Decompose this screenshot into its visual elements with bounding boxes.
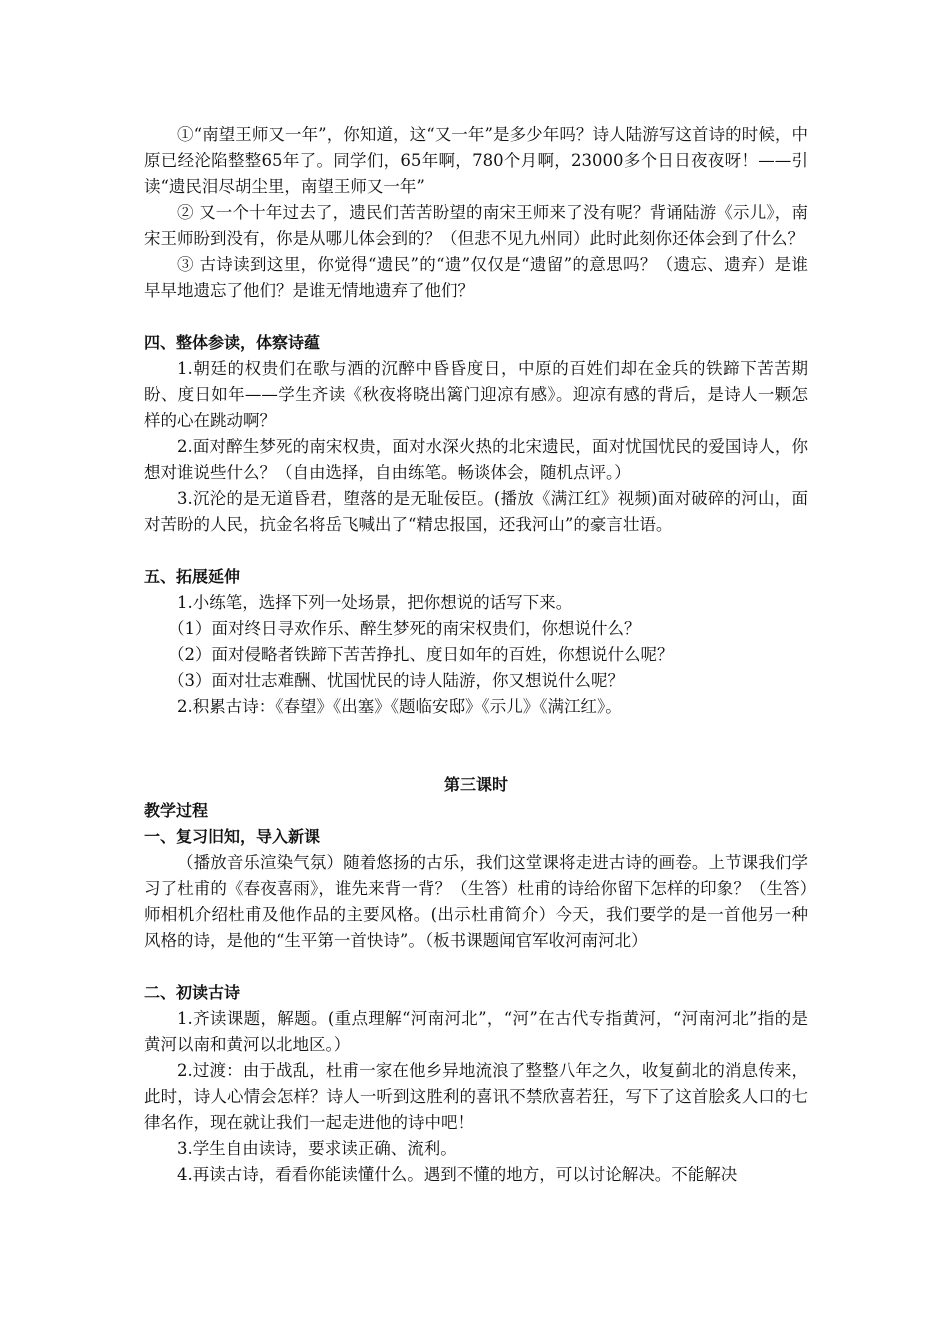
section-heading-review: 一、复习旧知，导入新课 bbox=[144, 827, 321, 846]
spacer bbox=[144, 954, 808, 980]
paragraph-yimin: ③ 古诗读到这里，你觉得“遗民”的“遗”仅仅是“遗留”的意思吗？（遗忘、遗弃）是谁早早地遗忘了他们？是谁无情地遗弃了他们？ bbox=[144, 255, 808, 300]
paragraph-review: （播放音乐渲染气氛）随着悠扬的古乐，我们这堂课将走进古诗的画卷。上节课我们学习了杜甫的《春夜喜雨》，谁先来背一背？（生答）杜甫的诗给你留下怎样的印象？（生答）师相机介绍杜甫及他作品的主要风格。(出示杜甫简介）今天，我们要学的是一首他另一种风格的诗，是他的“生平第一首快诗”。（板书课题闻官军收河南河北） bbox=[144, 853, 808, 950]
section-heading-5: 五、拓展延伸 bbox=[144, 567, 241, 586]
option-3: （3）面对壮志难酬、忧国忧民的诗人陆游，你又想说什么呢？ bbox=[168, 671, 624, 690]
paragraph-4-3: 3.沉沦的是无道昏君，堕落的是无耻佞臣。(播放《满江红》视频)面对破碎的河山，面对苦盼的人民，抗金名将岳飞喊出了“精忠报国，还我河山”的豪言壮语。 bbox=[144, 489, 808, 534]
paragraph-5-1: 1.小练笔，选择下列一处场景，把你想说的话写下来。 bbox=[177, 593, 573, 612]
document-page bbox=[144, 122, 808, 1188]
paragraph-shier: ② 又一个十年过去了，遗民们苦苦盼望的南宋王师来了没有呢？背诵陆游《示儿》，南宋王师盼到没有，你是从哪儿体会到的？（但悲不见九州同）此时此刻你还体会到了什么？ bbox=[144, 203, 808, 248]
option-2: （2）面对侵略者铁蹄下苦苦挣扎、度日如年的百姓，你想说什么呢？ bbox=[168, 645, 674, 664]
spacer bbox=[144, 538, 808, 564]
paragraph-4-1: 1.朝廷的权贵们在歌与酒的沉醉中昏昏度日，中原的百姓们却在金兵的铁蹄下苦苦期盼、度日如年——学生齐读《秋夜将晓出篱门迎凉有感》。迎凉有感的背后，是诗人一颗怎样的心在跳动啊？ bbox=[144, 359, 808, 430]
paragraph-4-2: 2.面对醉生梦死的南宋权贵，面对水深火热的北宋遗民，面对忧国忧民的爱国诗人，你想对谁说些什么？（自由选择，自由练笔。畅谈体会，随机点评。） bbox=[144, 437, 808, 482]
paragraph-first-read-4: 4.再读古诗，看看你能读懂什么。遇到不懂的地方，可以讨论解决。不能解决 bbox=[177, 1165, 738, 1184]
paragraph-first-read-3: 3.学生自由读诗，要求读正确、流利。 bbox=[177, 1139, 457, 1158]
option-1: （1）面对终日寻欢作乐、醉生梦死的南宋权贵们，你想说什么？ bbox=[168, 619, 641, 638]
section-heading-first-read: 二、初读古诗 bbox=[144, 983, 241, 1002]
spacer bbox=[144, 720, 808, 772]
paragraph-5-2: 2.积累古诗：《春望》《出塞》《题临安邸》《示儿》《满江红》。 bbox=[177, 697, 622, 716]
paragraph-first-read-1: 1.齐读课题，解题。(重点理解“河南河北”，“河”在古代专指黄河，“河南河北”指的是黄河以南和黄河以北地区。） bbox=[144, 1009, 808, 1054]
lesson-title: 第三课时 bbox=[443, 775, 508, 794]
paragraph-nanwang: ①“南望王师又一年”，你知道，这“又一年”是多少年吗？诗人陆游写这首诗的时候，中原已经沦陷整整65年了。同学们，65年啊，780个月啊，23000多个日日夜夜呀！——引读“遗民泪尽胡尘里，南望王师又一年” bbox=[144, 125, 808, 196]
spacer bbox=[144, 304, 808, 330]
teaching-process-heading: 教学过程 bbox=[144, 801, 209, 820]
paragraph-first-read-2: 2.过渡：由于战乱，杜甫一家在他乡异地流浪了整整八年之久，收复蓟北的消息传来，此时，诗人心情会怎样？诗人一听到这胜利的喜讯不禁欣喜若狂，写下了这首脍炙人口的七律名作，现在就让我们一起走进他的诗中吧！ bbox=[144, 1061, 808, 1132]
section-heading-4: 四、整体参读，体察诗蕴 bbox=[144, 333, 321, 352]
